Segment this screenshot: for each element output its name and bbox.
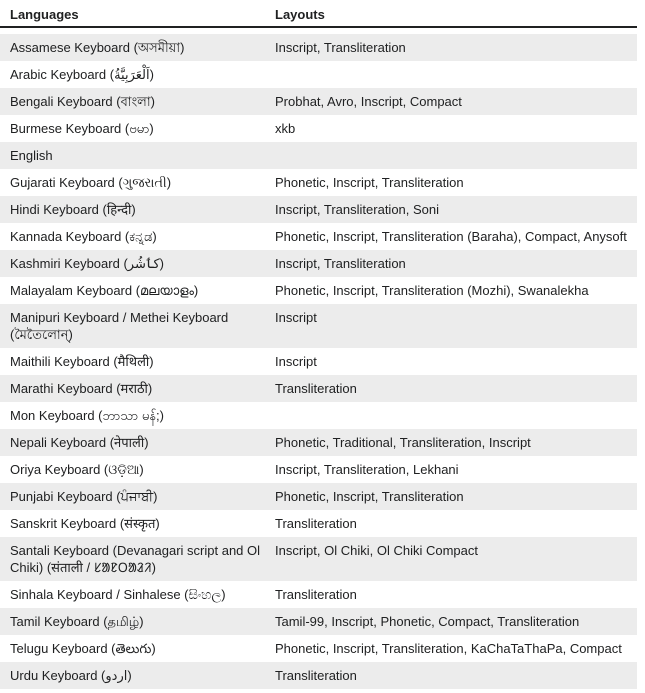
language-cell: Mon Keyboard (ဘာသာ မန်;)	[10, 408, 164, 423]
layouts-cell: Inscript, Transliteration, Lekhani	[275, 462, 459, 477]
table-row	[0, 662, 637, 689]
table-header-row	[0, 3, 637, 28]
layouts-cell: Phonetic, Inscript, Transliteration (Baraha), Compact, Anysoft	[275, 229, 627, 244]
language-cell: Urdu Keyboard (اردو)	[10, 668, 132, 683]
table-row	[0, 429, 637, 456]
table-row	[0, 402, 637, 429]
layouts-cell: Phonetic, Inscript, Transliteration, KaChaTaThaPa, Compact	[275, 641, 622, 656]
layouts-cell	[265, 61, 637, 88]
language-cell: Kashmiri Keyboard (كٲشُر)	[10, 256, 164, 271]
table-row	[0, 169, 637, 196]
column-header-languages: Languages	[10, 7, 79, 22]
layouts-cell	[265, 142, 637, 169]
layouts-cell: Tamil-99, Inscript, Phonetic, Compact, Transliteration	[275, 614, 580, 629]
layouts-cell	[265, 402, 637, 429]
table-row	[0, 88, 637, 115]
language-cell: Gujarati Keyboard (ગુજરાતી)	[10, 175, 172, 190]
table-row	[0, 483, 637, 510]
table-row	[0, 61, 637, 88]
language-cell: Marathi Keyboard (मराठी)	[10, 381, 153, 396]
table-row	[0, 456, 637, 483]
layouts-cell: xkb	[275, 121, 296, 136]
language-cell: Manipuri Keyboard / Methei Keyboard (মৈতৈলোন্)	[10, 310, 229, 342]
layouts-cell: Inscript, Transliteration	[275, 40, 406, 55]
layouts-cell: Inscript, Transliteration	[275, 256, 406, 271]
layouts-cell: Phonetic, Inscript, Transliteration	[275, 175, 464, 190]
layouts-cell: Transliteration	[275, 587, 357, 602]
table-row	[0, 34, 637, 61]
language-cell: Assamese Keyboard (অসমীয়া)	[10, 40, 185, 55]
layouts-cell: Inscript	[275, 310, 317, 325]
layouts-cell: Probhat, Avro, Inscript, Compact	[275, 94, 462, 109]
language-cell: Arabic Keyboard (اَلْعَرَبِيَّةُ)	[10, 67, 154, 82]
table-row	[0, 348, 637, 375]
table-row	[0, 250, 637, 277]
table-row	[0, 537, 637, 581]
table-row	[0, 608, 637, 635]
layouts-cell: Inscript, Transliteration, Soni	[275, 202, 440, 217]
layouts-cell: Phonetic, Inscript, Transliteration (Mozhi), Swanalekha	[275, 283, 589, 298]
table-row	[0, 115, 637, 142]
language-cell: English	[10, 148, 53, 163]
table-body	[0, 34, 637, 689]
language-cell: Kannada Keyboard (ಕನ್ನಡ)	[10, 229, 157, 244]
layouts-cell: Transliteration	[275, 381, 357, 396]
language-cell: Tamil Keyboard (தமிழ்)	[10, 614, 144, 629]
table-row	[0, 510, 637, 537]
language-cell: Nepali Keyboard (नेपाली)	[10, 435, 149, 450]
table-row	[0, 196, 637, 223]
language-cell: Punjabi Keyboard (ਪੰਜਾਬੀ)	[10, 489, 158, 504]
table-row	[0, 581, 637, 608]
language-cell: Maithili Keyboard (मैथिली)	[10, 354, 154, 369]
language-cell: Oriya Keyboard (ଓଡ଼ିଆ)	[10, 462, 144, 477]
language-cell: Malayalam Keyboard (മലയാളം)	[10, 283, 199, 298]
table-row	[0, 635, 637, 662]
table-row	[0, 277, 637, 304]
layouts-cell: Phonetic, Inscript, Transliteration	[275, 489, 464, 504]
language-cell: Sanskrit Keyboard (संस्कृत)	[10, 516, 160, 531]
table-row	[0, 142, 637, 169]
column-header-layouts: Layouts	[275, 7, 325, 22]
language-cell: Hindi Keyboard (हिन्दी)	[10, 202, 136, 217]
layouts-cell: Transliteration	[275, 668, 357, 683]
layouts-cell: Phonetic, Traditional, Transliteration, Inscript	[275, 435, 531, 450]
keyboard-layouts-table	[0, 3, 637, 689]
layouts-cell: Inscript	[275, 354, 317, 369]
table-row	[0, 375, 637, 402]
language-cell: Sinhala Keyboard / Sinhalese (සිංහල)	[10, 587, 226, 602]
language-cell: Telugu Keyboard (తెలుగు)	[10, 641, 156, 656]
layouts-cell: Inscript, Ol Chiki, Ol Chiki Compact	[275, 543, 478, 558]
table-row	[0, 223, 637, 250]
table-row	[0, 304, 637, 348]
layouts-cell: Transliteration	[275, 516, 357, 531]
language-cell: Santali Keyboard (Devanagari script and Ol Chiki) (संताली / ᱥᱟᱱᱛᱟᱲᱤ)	[10, 543, 261, 575]
language-cell: Burmese Keyboard (ဗမာ)	[10, 121, 154, 136]
language-cell: Bengali Keyboard (বাংলা)	[10, 94, 155, 109]
